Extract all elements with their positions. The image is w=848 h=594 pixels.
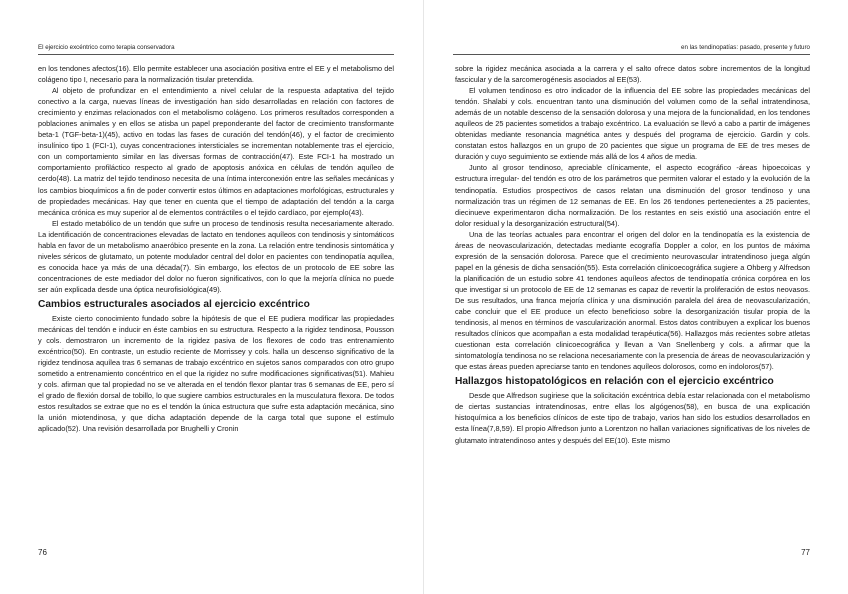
paragraph: El volumen tendinoso es otro indicador de la influencia del EE sobre las propiedades mecánicas del tendón. Shalabi y cols. encuentran tanto una disminución del volumen como de la señal intratendinosa, además de un notable descenso de la sensación dolorosa y una mejora de la funcionalidad, en los tendones aquíleos de 25 pacientes sometidos a trabajo excéntrico. La evaluación se llevó a cabo a partir de imágenes obtenidas mediante resonancia magnética antes y después del programa de ejercicio. Gardin y cols. constatan estos hallazgos en un grupo de 20 pacientes que sigue un programa de EE de tres meses de duración y cuyo seguimiento se extiende más allá de los 4 años de media. [455, 86, 810, 162]
paragraph: El estado metabólico de un tendón que sufre un proceso de tendinosis resulta necesariamente alterado. La identificación de concentraciones elevadas de lactato en tendones aquíleos con tendinosis y sintomáticos habla en favor de un metabolismo anaeróbico presente en la zona. La relación entre tendinosis sintomática y niveles séricos de glutamato, un potente modulador central del dolor en pacientes con tendinopatía aquílea, es conocida hace ya más de una década(7). Sin embargo, los efectos de un protocolo de EE sobre las concentraciones de este mediador del dolor no fueron significativos, con lo que la mejoría clínica no puede ser aún explicada desde una óptica neurofisiológica(49). [38, 218, 394, 294]
running-head-right: en las tendinopatías: pasado, presente y futuro [681, 44, 810, 51]
page-number-right: 77 [801, 548, 810, 557]
right-page [424, 0, 848, 594]
paragraph: Junto al grosor tendinoso, apreciable clínicamente, el aspecto ecográfico -áreas hipoecoicas y estructura irregular- del tendón es otro de los parámetros que permiten valorar el estado y la evolución de la tendinopatía. Estudios prospectivos de casos relatan una disminución del grosor tendinoso y una normalización tras un régimen de 12 semanas de EE. En los 26 tendones pertenecientes a 25 pacientes, diecinueve experimentaron dicha normalización. De los restantes en seis existió una asociación entre el dolor residual y la desorganización estructural(54). [455, 163, 810, 228]
header-rule-right [453, 54, 810, 55]
page-number-left: 76 [38, 548, 47, 557]
paragraph: sobre la rigidez mecánica asociada a la carrera y el salto ofrece datos sobre incrementos de la longitud fascicular y de la sarcomerogénesis asociados al EE(53). [455, 64, 810, 85]
section-heading: Hallazgos histopatológicos en relación con el ejercicio excéntrico [455, 376, 774, 388]
paragraph: en los tendones afectos(16). Ello permite establecer una asociación positiva entre el EE y el metabolismo del colágeno tipo I, necesario para la normalización tisular pretendida. [38, 64, 394, 85]
paragraph: Existe cierto conocimiento fundado sobre la hipótesis de que el EE pudiera modificar las propiedades mecánicas del tendón e inducir en éste cambios en su estructura. Respecto a la rigidez tendinosa, Pousson y cols. demostraron un incremento de la rigidez pasiva de los flexores de codo tras entrenamiento excéntrico(50). En contraste, un estudio reciente de Morrissey y cols. halla un descenso significativo de la rigidez tendinosa aquílea tras 6 semanas de trabajo excéntrico en sujetos sanos comparados con otro grupo sometido a entrenamiento concéntrico en el que la rigidez no sufre modificaciones significativas(51). Mahieu y cols. afirman que tal propiedad no se ve alterada en el tendón flexor plantar tras 6 semanas de EE, pero sí el grado de flexión dorsal de tobillo, lo que sugiere cambios estructurales en la musculatura flexora. De todos estos resultados se extrae que no es el tendón la única estructura que sufre esta adaptación mecánica, sino la unión miotendinosa, y que dicha adaptación depende de la carga total que supone el estímulo aplicado(52). Una revisión desarrollada por Brughelli y Cronin [38, 313, 394, 434]
right-page-body [455, 63, 810, 446]
section-heading: Cambios estructurales asociados al ejercicio excéntrico [38, 298, 310, 310]
left-page-body [38, 63, 394, 435]
paragraph: Al objeto de profundizar en el entendimiento a nivel celular de la respuesta adaptativa del tejido conectivo a la carga, nuevas líneas de investigación han sido desarrolladas en relación con factores de crecimiento y enzimas relacionados con el metabolismo colágeno. Los primeros resultados corresponden a poblaciones animales y en ellos se atisba un papel preponderante del factor de crecimiento transformante beta-1 (TGF-beta-1)(45), activo en todas las fases de curación del tendón(46), y el factor de crecimiento insulínico tipo 1 (FCI-1), cuyas concentraciones intersticiales se incrementan notablemente tras el ejercicio, con un comportamiento similar en las diversas formas de contracción(47). Este FCI-1 ha mostrado un comportamiento profiláctico respecto al grado de apoptosis anóxica en células de tendón aquíleo de cerdo(48). La matriz del tejido tendinoso necesita de una íntima interconexión entre las señales mecánicas y los cambios bioquímicos a fin de poder convertir estos últimos en adaptaciones morfológicas, estructurales y de propiedades mecánicas. Hay que tener en cuenta que el tiempo de adaptación del tendón a la carga mecánica crónica es muy superior al de elementos contráctiles o el tejido cardíaco, por ejemplo(43). [38, 86, 394, 217]
paragraph: Desde que Alfredson sugiriese que la solicitación excéntrica debía estar relacionada con el metabolismo de ciertas sustancias intratendinosas, entre ellas los algógenos(58), en busca de una explicación histoquímica a los beneficios clínicos de este tipo de trabajo, varios han sido los estudios desarrollados en esta línea(7,8,59). El propio Alfredson junto a Lorentzon no hallan variaciones significativas de los niveles de glutamato intratendinoso antes y después del EE(10). Este mismo [455, 391, 810, 445]
header-rule-left [38, 54, 394, 55]
running-head-left: El ejercicio excéntrico como terapia conservadora [38, 44, 175, 51]
paragraph: Una de las teorías actuales para encontrar el origen del dolor en la tendinopatía es la existencia de áreas de neovascularización, detectadas mediante ecografía Doppler a color, en los puntos de máxima expresión de la sensación dolorosa. Parece que el crecimiento neurovascular intratendinoso juega algún papel en la génesis de dicha sensación(55). Esta correlación clinicoecográfica sugiere a Ohberg y Alfredson la planificación de un estudio sobre 41 tendones aquíleos afectos de tendinopatía crónica corpórea en los que investigar si un protocolo de EE de 12 semanas es capaz de revertir la proliferación de estos neovasos. De sus resultados, una franca mejoría clínica y una disminución paralela del área de neovascularización, cabe concluir que el EE produce un efecto beneficioso sobre la desorganización tisular propia de la tendinosis, al menos en términos de vascularización anormal. Estos datos contribuyen a explicar los buenos resultados clínicos que acompañan a esta modalidad terapéutica(56). Hallazgos más recientes sobre atletas cuestionan esta correlación clinicoecográfica y llevan a Van Snellenberg y cols. a afirmar que la sintomatología tendinosa no se relaciona necesariamente con la presencia de áreas de neovascularización y que estas áreas pueden apreciarse tanto en tendones aquíleos dolorosos, como en indoloros(57). [455, 229, 810, 372]
